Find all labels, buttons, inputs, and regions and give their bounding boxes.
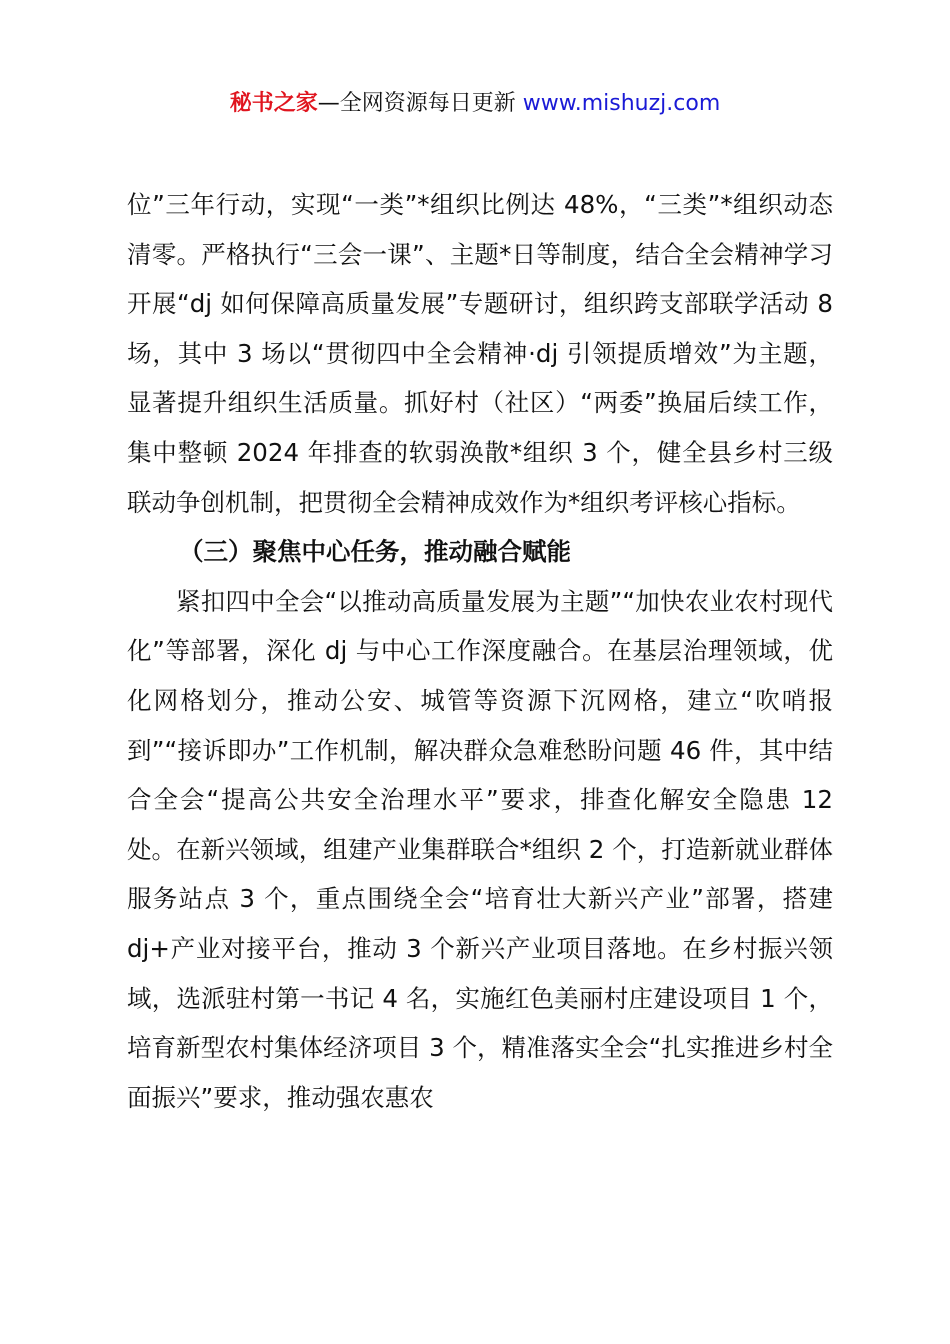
document-body xyxy=(127,180,833,1122)
header-tagline: —全网资源每日更新 xyxy=(317,91,516,116)
section-heading: （三）聚焦中心任务，推动融合赋能 xyxy=(179,537,571,567)
website-link[interactable]: www.mishuzj.com xyxy=(522,91,721,116)
body-paragraph: 位”三年行动，实现“一类”*组织比例达 48%，“三类”*组织动态清零。严格执行“三会一课”、主题*日等制度，结合全会精神学习开展“dj 如何保障高质量发展”专题研讨，组织跨支部联学活动 8 场，其中 3 场以“贯彻四中全会精神·dj 引领提质增效”为主题，显著提升组织生活质量。抓好村（社区）“两委”换届后续工作，集中整顿 2024 年排查的软弱涣散*组织 3 个，健全县乡村三级联动争创机制，把贯彻全会精神成效作为*组织考评核心指标。 xyxy=(127,190,833,517)
page-header xyxy=(0,88,950,120)
body-paragraph: 紧扣四中全会“以推动高质量发展为主题”“加快农业农村现代化”等部署，深化 dj 与中心工作深度融合。在基层治理领域，优化网格划分，推动公安、城管等资源下沉网格，建立“吹哨报到”“接诉即办”工作机制，解决群众急难愁盼问题 46 件，其中结合全会“提高公共安全治理水平”要求，排查化解安全隐患 12 处。在新兴领域，组建产业集群联合*组织 2 个，打造新就业群体服务站点 3 个，重点围绕全会“培育壮大新兴产业”部署，搭建 dj+产业对接平台，推动 3 个新兴产业项目落地。在乡村振兴领域，选派驻村第一书记 4 名，实施红色美丽村庄建设项目 1 个，培育新型农村集体经济项目 3 个，精准落实全会“扎实推进乡村全面振兴”要求，推动强农惠农 xyxy=(127,586,833,1112)
brand-name: 秘书之家 xyxy=(229,91,318,116)
